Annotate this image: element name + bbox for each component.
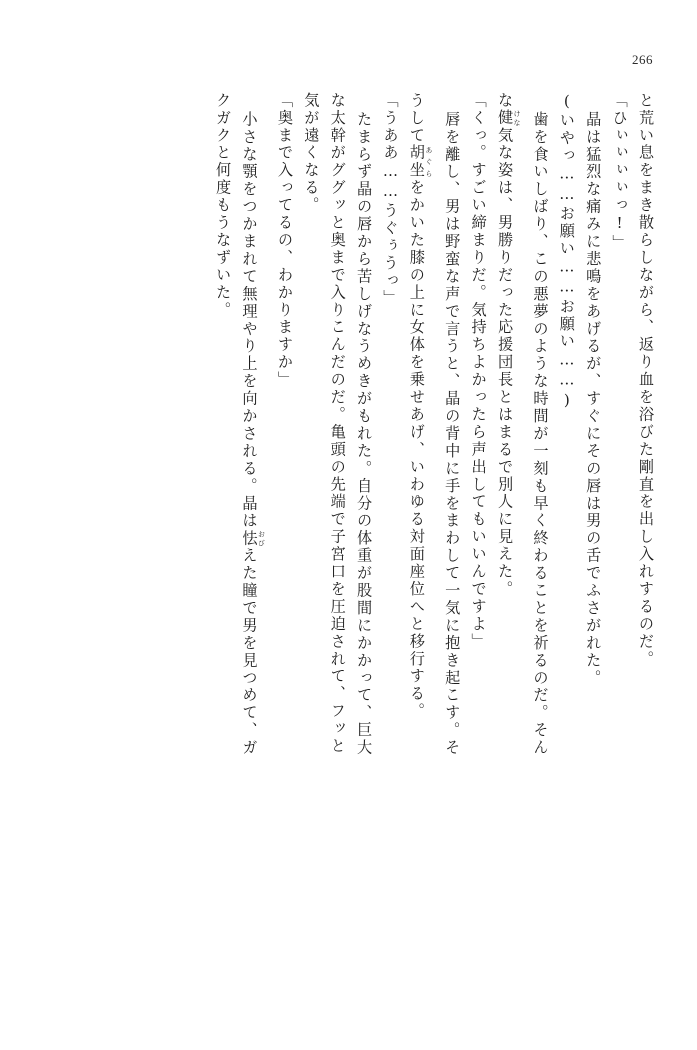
vertical-text-body [44,92,653,992]
page-number: 266 [632,52,653,67]
text-line: 「ひぃぃぃぃっ!」 [610,92,629,252]
text-line: な健 けな気な姿は、男勝りだった応援団長とはまるで別人に見えた。 [496,92,522,599]
text-line: 唇を離し、男は野蛮な声で言うと、晶の背中に手をまわして一気に抱き起こす。そ [443,111,462,757]
text-line: (いやっ……お願い……お願い……) [557,92,576,412]
text-line: と荒い息をまき散らしながら、返り血を浴びた剛直を出し入れするのだ。 [637,92,655,668]
text-line: クガクと何度もうなずいた。 [214,92,233,319]
text-line: たまらず晶の唇から苦しげなうめきがもれた。自分の体重が股間にかかって、巨大 [355,111,374,757]
text-line: な太幹がググッと奥まで入りこんだのだ。亀頭の先端で子宮口を圧迫されて、フッと [328,92,347,756]
text-line: うして胡坐 あぐらをかいた膝の上に女体を乗せあげ、いわゆる対面座位へと移行する。 [407,92,433,721]
text-line: 「奥まで入ってるの、わかりますか」 [275,92,294,389]
text-line: 小さな顎をつかまれて無理やり上を向かされる。晶は怯 おびえた瞳で男を見つめて、ガ [240,111,266,757]
text-line: 歯を食いしばり、この悪夢のような時間が一刻も早く終わることを祈るのだ。そん [531,111,550,757]
text-line: 晶は猛烈な痛みに悲鳴をあげるが、すぐにその唇は男の舌でふさがれた。 [584,111,603,687]
text-line: 「くっ。すごい締まりだ。気持ちよかったら声出してもいいんですよ」 [469,92,488,651]
text-line: 「うああ……うぐぅうっ」 [381,92,400,307]
text-line: 気が遠くなる。 [302,92,321,215]
